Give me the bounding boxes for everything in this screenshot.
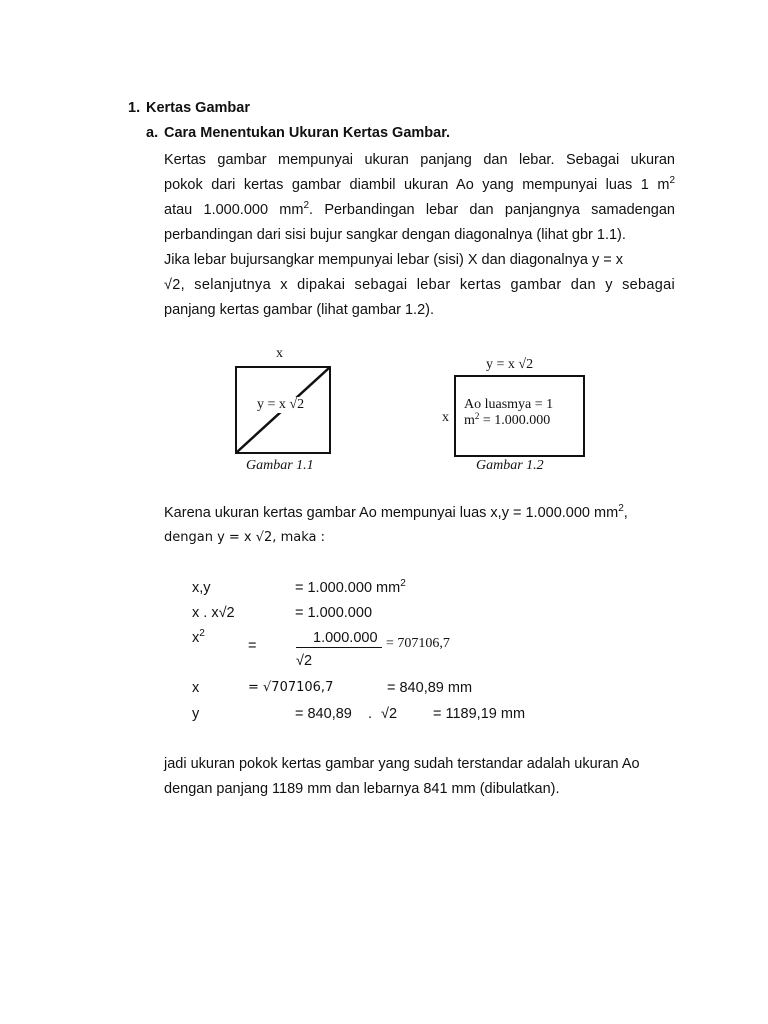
superscript: 2	[400, 578, 406, 589]
intro-text: . Perbandingan lebar dan panjangnya samadengan	[309, 202, 675, 218]
calc-r4-mid: = √707106,7	[248, 680, 334, 695]
figure2-top-label: y = x √2	[486, 357, 534, 372]
superscript: 2	[474, 411, 480, 421]
calc-text: = 1.000.000 mm	[295, 580, 401, 596]
figure2-inner-line1: Ao luasmya = 1	[464, 397, 554, 412]
figure1-top-label: x	[276, 346, 283, 361]
calc-r3-denominator: √2	[296, 653, 313, 669]
para2-text: Karena ukuran kertas gambar Ao mempunyai luas x,y = 1.000.000 mm	[164, 505, 619, 521]
heading-number: 1.	[128, 100, 141, 116]
calc-r3-left	[192, 630, 205, 646]
calc-r2-right: = 1.000.000	[295, 605, 373, 621]
figure2-inner-line2	[464, 413, 550, 429]
figure2-side-label: x	[442, 410, 449, 425]
intro-line: Jika lebar bujursangkar mempunyai lebar (sisi) X dan diagonalnya y = x	[164, 252, 624, 268]
superscript: 2	[303, 200, 310, 211]
figure2-caption: Gambar 1.2	[476, 458, 544, 473]
conclusion-paragraph	[164, 752, 675, 802]
para2-line2: dengan y = x √2, maka :	[164, 530, 325, 545]
conclusion-line: dengan panjang 1189 mm dan lebarnya 841 mm (dibulatkan).	[164, 781, 560, 797]
intro-text: pokok dari kertas gambar diambil ukuran Ao yang mempunyai luas 1 m	[164, 177, 670, 193]
intro-line: √2, selanjutnya x dipakai sebagai lebar kertas gambar dan y sebagai	[164, 277, 675, 293]
calc-r4-right: = 840,89 mm	[387, 680, 473, 696]
subheading-title: Cara Menentukan Ukuran Kertas Gambar.	[164, 125, 451, 141]
calc-r5-dot: .	[368, 706, 373, 722]
intro-line: perbandingan dari sisi bujur sangkar dengan diagonalnya (lihat gbr 1.1).	[164, 227, 626, 243]
figure1-caption: Gambar 1.1	[246, 458, 314, 473]
intro-line: panjang kertas gambar (lihat gambar 1.2).	[164, 302, 435, 318]
intro-paragraph	[164, 148, 675, 323]
intro-line: Kertas gambar mempunyai ukuran panjang dan lebar. Sebagai ukuran	[164, 152, 675, 168]
para2-line1	[164, 505, 628, 521]
intro-line	[164, 173, 675, 198]
calc-r2-left: x . x√2	[192, 605, 235, 621]
calc-r3-result: = 707106,7	[386, 636, 450, 651]
calc-r3-numerator: 1.000.000	[313, 630, 378, 646]
calc-r4-left: x	[192, 680, 200, 696]
figure1-diagonal-label: y = x √2	[257, 397, 305, 412]
calc-text: x	[192, 630, 200, 646]
conclusion-line: jadi ukuran pokok kertas gambar yang sudah terstandar adalah ukuran Ao	[164, 756, 640, 772]
figure2-text: = 1.000.000	[479, 413, 551, 428]
calc-r3-eq: =	[248, 638, 257, 654]
superscript: 2	[618, 503, 624, 514]
calc-r5-root: √2	[381, 706, 398, 722]
calc-r1-right	[295, 580, 406, 596]
calc-r1-left: x,y	[192, 580, 211, 596]
superscript: 2	[669, 175, 675, 186]
intro-line	[164, 198, 675, 223]
figure2-text: m	[464, 413, 475, 428]
calc-r5-left: y	[192, 706, 200, 722]
heading-title: Kertas Gambar	[146, 100, 250, 116]
superscript: 2	[199, 628, 205, 639]
calc-r5-mid: = 840,89	[295, 706, 352, 722]
subheading-letter: a.	[146, 125, 159, 141]
fraction-bar	[296, 647, 382, 648]
para2-text: ,	[623, 505, 628, 521]
calc-r5-right: = 1189,19 mm	[433, 706, 526, 722]
intro-text: atau 1.000.000 mm	[164, 202, 304, 218]
